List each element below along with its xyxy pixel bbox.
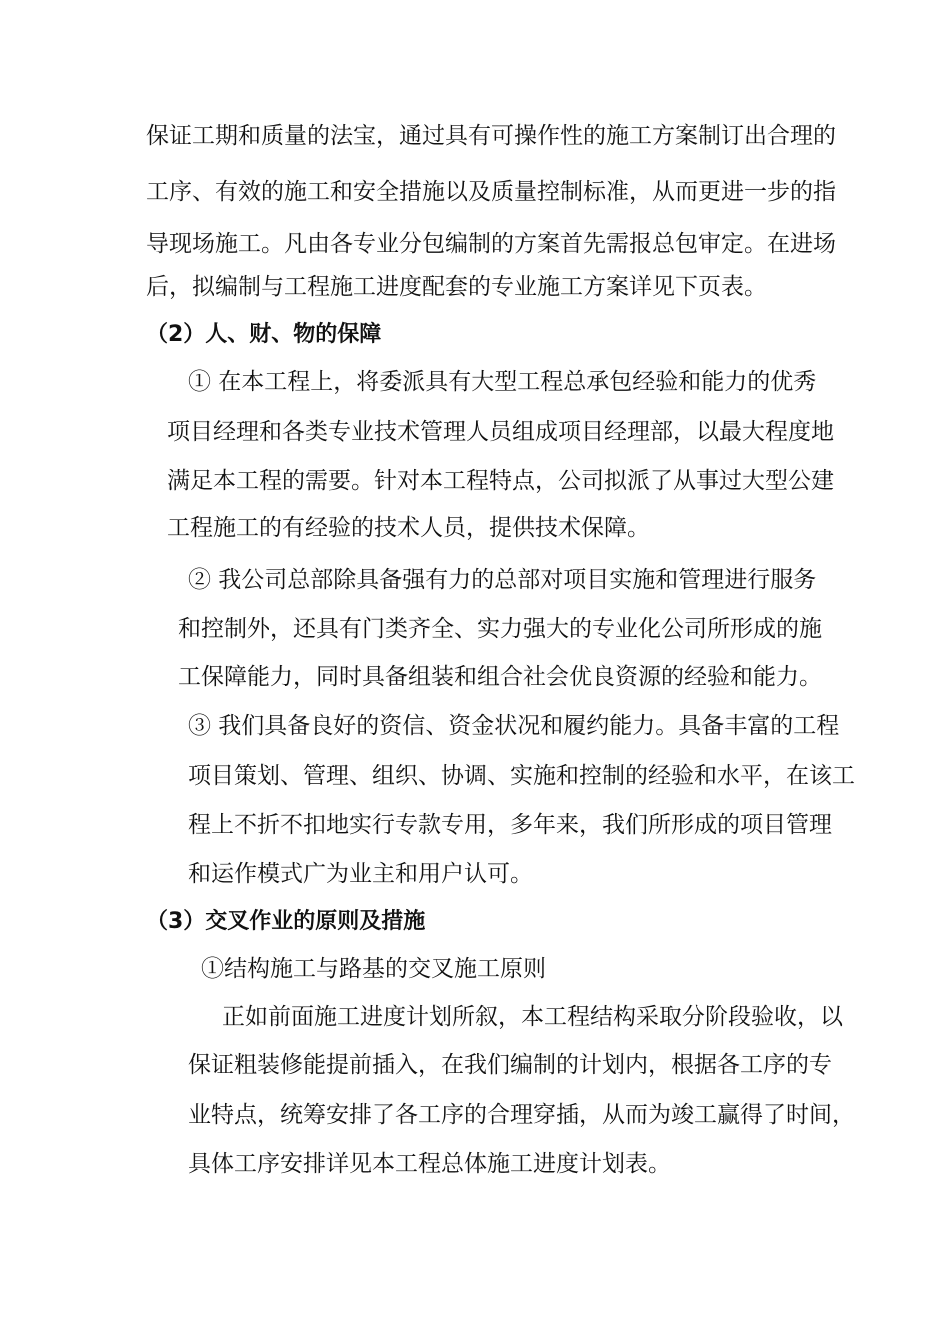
item-2-line-3: 工保障能力，同时具备组装和组合社会优良资源的经验和能力。 bbox=[178, 664, 822, 690]
paragraph-1-line-1: 保证工期和质量的法宝，通过具有可操作性的施工方案制订出合理的 bbox=[146, 123, 836, 149]
section-heading-3: （3）交叉作业的原则及措施 bbox=[146, 909, 426, 934]
section-heading-2: （2）人、财、物的保障 bbox=[146, 322, 382, 347]
paragraph-2-line-1: 正如前面施工进度计划所叙，本工程结构采取分阶段验收，以 bbox=[222, 1004, 843, 1030]
item-2-line-1: ② 我公司总部除具备强有力的总部对项目实施和管理进行服务 bbox=[188, 567, 817, 593]
paragraph-2-line-3: 业特点，统筹安排了各工序的合理穿插，从而为竣工赢得了时间， bbox=[188, 1102, 855, 1128]
item-1-line-4: 工程施工的有经验的技术人员，提供技术保障。 bbox=[167, 515, 650, 541]
item-3-line-1: ③ 我们具备良好的资信、资金状况和履约能力。具备丰富的工程 bbox=[188, 713, 840, 739]
paragraph-1-line-2: 工序、有效的施工和安全措施以及质量控制标准，从而更进一步的指 bbox=[146, 179, 836, 205]
item-1-line-2: 项目经理和各类专业技术管理人员组成项目经理部，以最大程度地 bbox=[167, 419, 834, 445]
item-1-line-1: ① 在本工程上，将委派具有大型工程总承包经验和能力的优秀 bbox=[188, 369, 817, 395]
paragraph-2-line-2: 保证粗装修能提前插入，在我们编制的计划内，根据各工序的专 bbox=[188, 1052, 832, 1078]
subsection-heading: ①结构施工与路基的交叉施工原则 bbox=[201, 956, 546, 982]
paragraph-1-line-4: 后，拟编制与工程施工进度配套的专业施工方案详见下页表。 bbox=[146, 274, 767, 300]
item-1-line-3: 满足本工程的需要。针对本工程特点，公司拟派了从事过大型公建 bbox=[167, 468, 834, 494]
item-3-line-2: 项目策划、管理、组织、协调、实施和控制的经验和水平，在该工 bbox=[188, 763, 855, 789]
paragraph-2-line-4: 具体工序安排详见本工程总体施工进度计划表。 bbox=[188, 1151, 671, 1177]
item-3-line-3: 程上不折不扣地实行专款专用，多年来，我们所形成的项目管理 bbox=[188, 812, 832, 838]
item-3-line-4: 和运作模式广为业主和用户认可。 bbox=[188, 861, 533, 887]
paragraph-1-line-3: 导现场施工。凡由各专业分包编制的方案首先需报总包审定。在进场 bbox=[146, 231, 836, 257]
item-2-line-2: 和控制外，还具有门类齐全、实力强大的专业化公司所形成的施 bbox=[178, 616, 822, 642]
